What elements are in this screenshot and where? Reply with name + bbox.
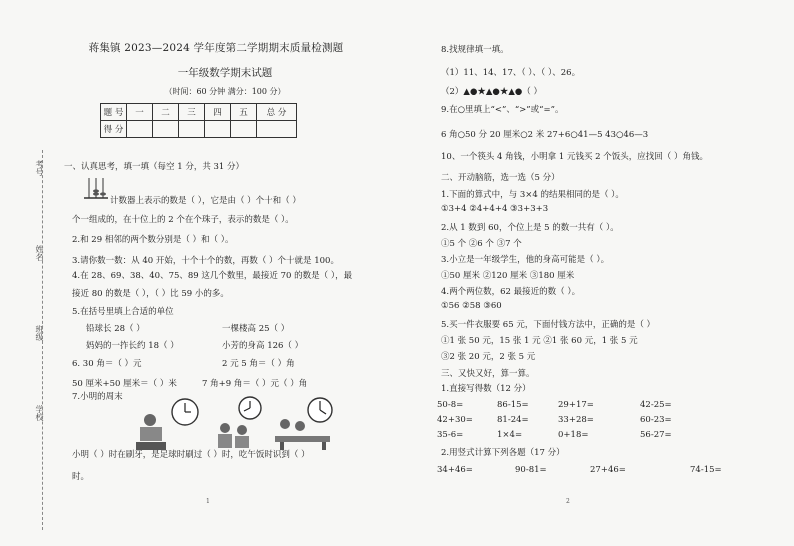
abacus-icon — [82, 176, 110, 200]
vertical-calc-heading: 2.用竖式计算下列各题（17 分） — [441, 448, 565, 458]
mc-q4-options: ①56 ②58 ③60 — [441, 301, 502, 311]
q5-item-3: 妈妈的一拃长约 18（ ） — [86, 341, 179, 351]
q9-heading: 9.在○里填上“<”、“>”或“=”。 — [441, 105, 564, 115]
section-2-heading: 二、开动脑筋，选一选（5 分） — [441, 173, 560, 183]
calc-cell: 0+18= — [558, 430, 589, 440]
mc-q2: 2.从 1 数到 60，个位上是 5 的数一共有（ ）。 — [441, 223, 619, 233]
mc-q5-options-1: ①1 张 50 元，15 张 1 元 ②1 张 60 元，1 张 5 元 — [441, 336, 638, 346]
margin-label-school: 学校 — [35, 405, 44, 421]
q7-line1: 小明（ ）时在刷牙，是足球时刷过（ ）时，吃午饭时识到（ ） — [72, 450, 310, 460]
mc-q4: 4.两个两位数，62 最接近的数（ ）。 — [441, 287, 581, 297]
binding-line — [42, 150, 43, 530]
q6-item-3: 50 厘米+50 厘米＝（ ）米 — [72, 379, 177, 389]
section-1-heading: 一、认真思考，填一填（每空 1 分，共 31 分） — [64, 162, 245, 172]
page-number-1: 1 — [206, 498, 210, 505]
score-blank[interactable] — [127, 121, 153, 138]
page-number-2: 2 — [566, 498, 570, 505]
q5-heading: 5.在括号里填上合适的单位 — [72, 307, 174, 317]
q6-item-4: 7 角+9 角＝（ ）元（ ）角 — [202, 379, 308, 389]
q6-item-1: 6. 30 角＝（ ）元 — [72, 359, 142, 369]
mc-q1-options: ①3+4 ②4+4+4 ③3+3+3 — [441, 204, 549, 214]
score-blank[interactable] — [179, 121, 205, 138]
q8-item-1: （1）11、14、17、（ ）、（ ）、26。 — [441, 68, 581, 78]
margin-label-exam-number: 考号 — [35, 160, 44, 176]
margin-label-name: 姓名 — [35, 245, 44, 261]
score-cell: 总 分 — [257, 104, 297, 121]
q2: 2.和 29 相邻的两个数分别是（ ）和（ ）。 — [72, 235, 234, 245]
q4-line1: 4.在 28、69、38、40、75、89 这几个数里，最接近 70 的数是（ ），最 — [72, 271, 353, 281]
score-table — [100, 103, 297, 138]
binding-margin — [30, 150, 52, 530]
score-cell: 二 — [153, 104, 179, 121]
mc-q5-options-2: ③2 张 20 元，2 张 5 元 — [441, 352, 536, 362]
score-cell: 得 分 — [101, 121, 127, 138]
score-cell: 一 — [127, 104, 153, 121]
calc-cell: 86-15= — [497, 400, 529, 410]
exam-meta: （时间：60 分钟 满分：100 分） — [164, 87, 286, 96]
score-table-score-row — [101, 121, 297, 138]
q5-item-1: 铅球长 28（ ） — [86, 324, 145, 334]
mc-q5: 5.买一件衣服要 65 元，下面付钱方法中，正确的是（ ） — [441, 320, 656, 330]
mc-q3-options: ①50 厘米 ②120 厘米 ③180 厘米 — [441, 271, 575, 281]
page-1 — [60, 40, 360, 138]
score-blank[interactable] — [153, 121, 179, 138]
score-cell: 四 — [205, 104, 231, 121]
score-blank[interactable] — [231, 121, 257, 138]
calc-cell: 81-24= — [497, 415, 529, 425]
q3: 3.请你数一数：从 40 开始，十个十个的数，再数（ ）个十就是 100。 — [72, 256, 339, 266]
clock-icon — [239, 397, 261, 419]
calc-cell: 50-8= — [437, 400, 464, 410]
q1-line2: 个一组成的，在十位上的 2 个在个珠子，表示的数是（ ）。 — [72, 215, 294, 225]
q10: 10、一个筷头 4 角钱，小明拿 1 元钱买 2 个饭头，应找回（ ）角钱。 — [441, 152, 708, 162]
score-table-header-row — [101, 104, 297, 121]
q6-item-2: 2 元 5 角＝（ ）角 — [222, 359, 295, 369]
calc-cell: 42+30= — [437, 415, 473, 425]
score-blank[interactable] — [257, 121, 297, 138]
clock-icon — [172, 399, 198, 425]
q8-item-2: （2）▲●★▲●★▲●（ ） — [441, 87, 542, 97]
exam-subtitle: 一年级数学期末试题 — [177, 67, 273, 79]
clock-icon — [308, 398, 332, 422]
calc-heading: 1.直接写得数（12 分） — [441, 384, 531, 394]
score-cell: 五 — [231, 104, 257, 121]
calc-cell: 1×4= — [497, 430, 523, 440]
mc-q3: 3.小立是一年级学生，他的身高可能是（ ）。 — [441, 255, 610, 265]
q5-item-4: 小芳的身高 126（ ） — [222, 341, 304, 351]
q8-heading: 8.找规律填一填。 — [441, 45, 509, 55]
mc-q1: 1.下面的算式中，与 3×4 的结果相同的是（ ）。 — [441, 190, 624, 200]
q5-item-2: 一棵楼高 25（ ） — [222, 324, 290, 334]
mc-q2-options: ①5 个 ②6 个 ③7 个 — [441, 239, 522, 249]
section-3-heading: 三、又快又好，算一算。 — [441, 369, 535, 379]
child-brushing-icon — [136, 414, 166, 450]
vertical-calc-cell: 74-15= — [690, 465, 722, 475]
q4-line2: 接近 80 的数是（ ），（ ）比 59 小的多。 — [72, 289, 229, 299]
score-blank[interactable] — [205, 121, 231, 138]
score-cell: 三 — [179, 104, 205, 121]
q7-line2: 时。 — [72, 472, 90, 482]
calc-cell: 35-6= — [437, 430, 464, 440]
vertical-calc-cell: 34+46= — [437, 465, 473, 475]
exam-title: 蒋集镇 2023—2024 学年度第二学期期末质量检测题 — [88, 42, 344, 54]
vertical-calc-cell: 90-81= — [515, 465, 547, 475]
weekend-illustration — [130, 396, 340, 452]
q9-items: 6 角○50 分 20 厘米○2 米 27+6○41—5 43○46—3 — [441, 130, 649, 140]
calc-cell: 33+28= — [558, 415, 594, 425]
calc-cell: 42-25= — [640, 400, 672, 410]
score-cell: 题 号 — [101, 104, 127, 121]
q7-heading: 7.小明的周末 — [72, 392, 123, 402]
children-playing-icon — [218, 423, 249, 448]
calc-cell: 60-23= — [640, 415, 672, 425]
family-lunch-icon — [275, 419, 330, 450]
calc-cell: 56-27= — [640, 430, 672, 440]
vertical-calc-cell: 27+46= — [590, 465, 626, 475]
q1-line1: 计数器上表示的数是（ ），它是由（ ）个十和（ ） — [110, 196, 301, 206]
calc-cell: 29+17= — [558, 400, 594, 410]
margin-label-class: 班级 — [35, 325, 44, 341]
